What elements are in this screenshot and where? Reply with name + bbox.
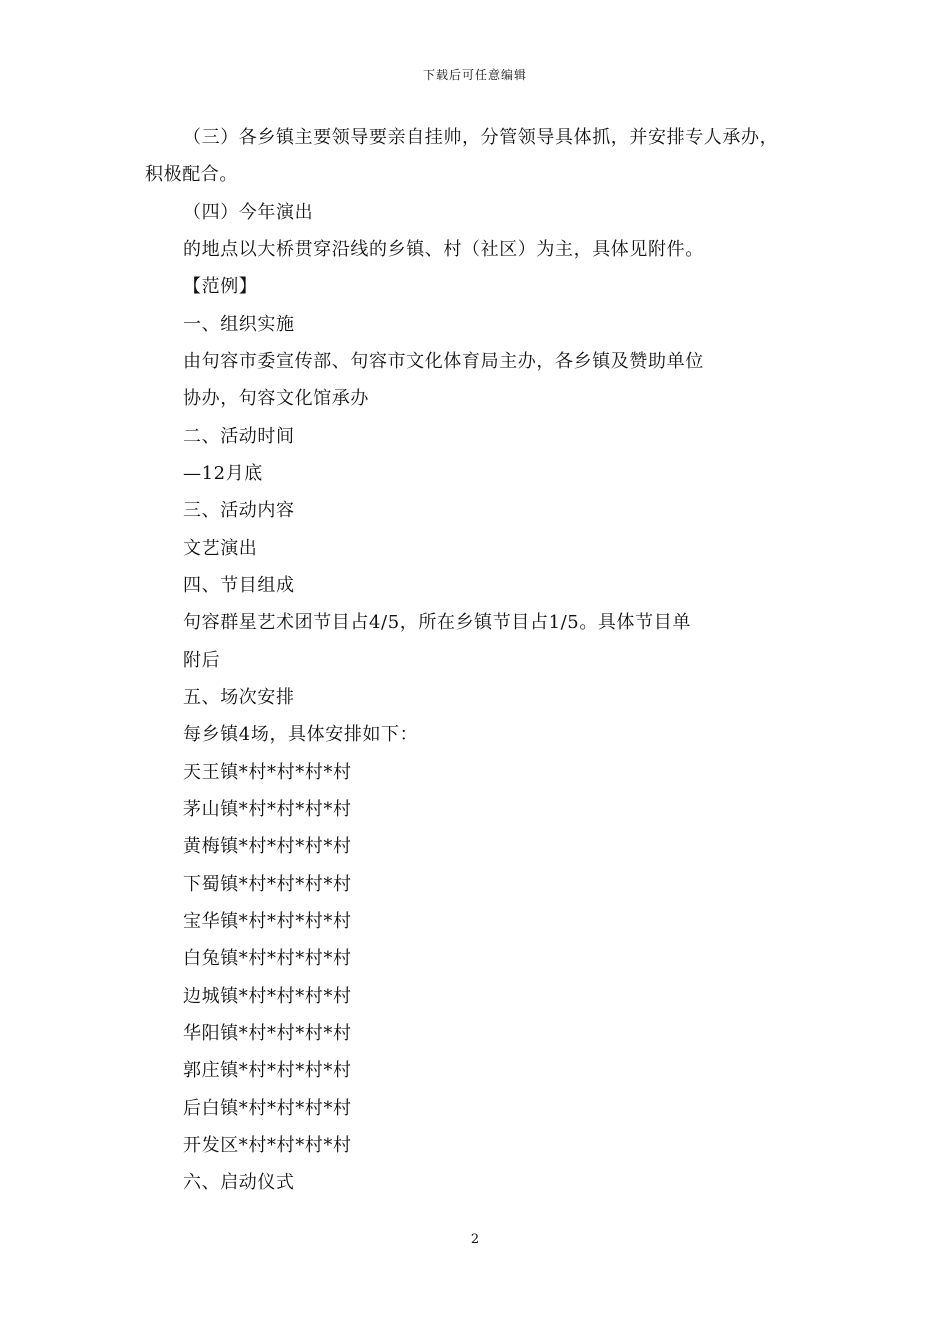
paragraph-line: 由句容市委宣传部、句容市文化体育局主办，各乡镇及赞助单位 [183, 351, 704, 372]
schedule-item: 边城镇*村*村*村*村 [183, 986, 352, 1007]
section-heading: 六、启动仪式 [183, 1172, 295, 1193]
schedule-item: 开发区*村*村*村*村 [183, 1135, 352, 1156]
schedule-item: 茅山镇*村*村*村*村 [183, 799, 352, 820]
section-heading: 三、活动内容 [183, 500, 295, 521]
paragraph-line: —12月底 [183, 463, 263, 484]
schedule-item: 下蜀镇*村*村*村*村 [183, 874, 352, 895]
paragraph-line: 积极配合。 [145, 164, 238, 185]
section-heading: 二、活动时间 [183, 426, 295, 447]
schedule-item: 天王镇*村*村*村*村 [183, 762, 352, 783]
schedule-item: 白兔镇*村*村*村*村 [183, 948, 352, 969]
section-heading: 四、节目组成 [183, 575, 295, 596]
paragraph-line: 每乡镇4场，具体安排如下： [183, 724, 419, 745]
paragraph-line: （四）今年演出 [183, 202, 314, 223]
page-header: 下载后可任意编辑 [422, 68, 527, 82]
paragraph-line: 文艺演出 [183, 538, 258, 559]
paragraph-line: 的地点以大桥贯穿沿线的乡镇、村（社区）为主，具体见附件。 [183, 239, 704, 260]
schedule-item: 黄梅镇*村*村*村*村 [183, 836, 352, 857]
section-heading: 一、组织实施 [183, 314, 295, 335]
page-number: 2 [470, 1232, 480, 1247]
paragraph-line: 附后 [183, 650, 221, 671]
paragraph-line: （三）各乡镇主要领导要亲自挂帅，分管领导具体抓，并安排专人承办， [183, 127, 779, 148]
schedule-item: 后白镇*村*村*村*村 [183, 1098, 352, 1119]
section-heading: 五、场次安排 [183, 687, 295, 708]
schedule-item: 华阳镇*村*村*村*村 [183, 1023, 352, 1044]
paragraph-line: 【范例】 [183, 276, 258, 297]
schedule-item: 郭庄镇*村*村*村*村 [183, 1060, 352, 1081]
paragraph-line: 协办，句容文化馆承办 [183, 388, 369, 409]
paragraph-line: 句容群星艺术团节目占4/5，所在乡镇节目占1/5。具体节目单 [183, 612, 691, 633]
schedule-item: 宝华镇*村*村*村*村 [183, 911, 352, 932]
